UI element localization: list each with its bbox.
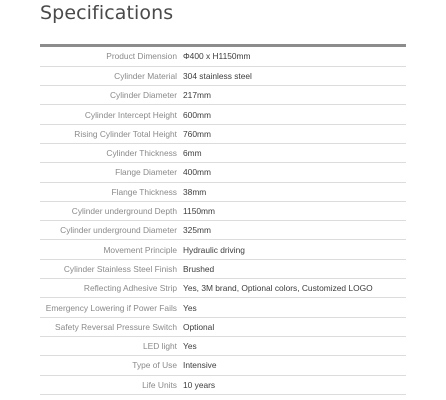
- spec-value: 760mm: [183, 124, 406, 143]
- spec-row: [40, 47, 406, 66]
- spec-label: Cylinder Diameter: [40, 86, 177, 105]
- spec-value: 400mm: [183, 163, 406, 182]
- spec-row: [40, 240, 406, 259]
- spec-row: [40, 86, 406, 105]
- spec-label: Cylinder Thickness: [40, 143, 177, 162]
- spec-row: [40, 105, 406, 124]
- spec-label: Product Dimension: [40, 47, 177, 66]
- spec-row: [40, 336, 406, 355]
- spec-value: 304 stainless steel: [183, 66, 406, 85]
- spec-label: Rising Cylinder Total Height: [40, 124, 177, 143]
- spec-row: [40, 201, 406, 220]
- spec-label: Cylinder underground Diameter: [40, 221, 177, 240]
- spec-label: Safety Reversal Pressure Switch: [40, 317, 177, 336]
- spec-label: Cylinder Material: [40, 66, 177, 85]
- spec-label: Cylinder underground Depth: [40, 201, 177, 220]
- spec-row: [40, 124, 406, 143]
- spec-row: [40, 182, 406, 201]
- spec-value: 1150mm: [183, 201, 406, 220]
- spec-value: 6mm: [183, 143, 406, 162]
- spec-label: Flange Diameter: [40, 163, 177, 182]
- spec-value: 325mm: [183, 221, 406, 240]
- spec-label: Type of Use: [40, 356, 177, 375]
- spec-value: Yes: [183, 298, 406, 317]
- spec-label: Movement Principle: [40, 240, 177, 259]
- spec-label: Emergency Lowering if Power Fails: [40, 298, 177, 317]
- spec-label: Reflecting Adhesive Strip: [40, 279, 177, 298]
- spec-value: 600mm: [183, 105, 406, 124]
- spec-label: Flange Thickness: [40, 182, 177, 201]
- spec-row: [40, 163, 406, 182]
- spec-label: LED light: [40, 336, 177, 355]
- spec-row: [40, 356, 406, 375]
- spec-label: Cylinder Intercept Height: [40, 105, 177, 124]
- specifications-table: [40, 44, 406, 395]
- spec-row: [40, 143, 406, 162]
- spec-value: Brushed: [183, 259, 406, 278]
- spec-label: Life Units: [40, 375, 177, 394]
- spec-row: [40, 375, 406, 394]
- spec-row: [40, 259, 406, 278]
- spec-value: 217mm: [183, 86, 406, 105]
- spec-row: [40, 317, 406, 336]
- spec-value: 10 years: [183, 375, 406, 394]
- spec-row: [40, 66, 406, 85]
- spec-row: [40, 221, 406, 240]
- page-title: Specifications: [40, 2, 174, 24]
- specifications-body: [40, 47, 406, 394]
- spec-value: Hydraulic driving: [183, 240, 406, 259]
- spec-row: [40, 279, 406, 298]
- spec-value: Yes: [183, 336, 406, 355]
- spec-label: Cylinder Stainless Steel Finish: [40, 259, 177, 278]
- spec-row: [40, 298, 406, 317]
- spec-value: 38mm: [183, 182, 406, 201]
- spec-value: Intensive: [183, 356, 406, 375]
- spec-value: Φ400 x H1150mm: [183, 47, 406, 66]
- spec-value: Yes, 3M brand, Optional colors, Customized LOGO: [183, 279, 406, 298]
- spec-value: Optional: [183, 317, 406, 336]
